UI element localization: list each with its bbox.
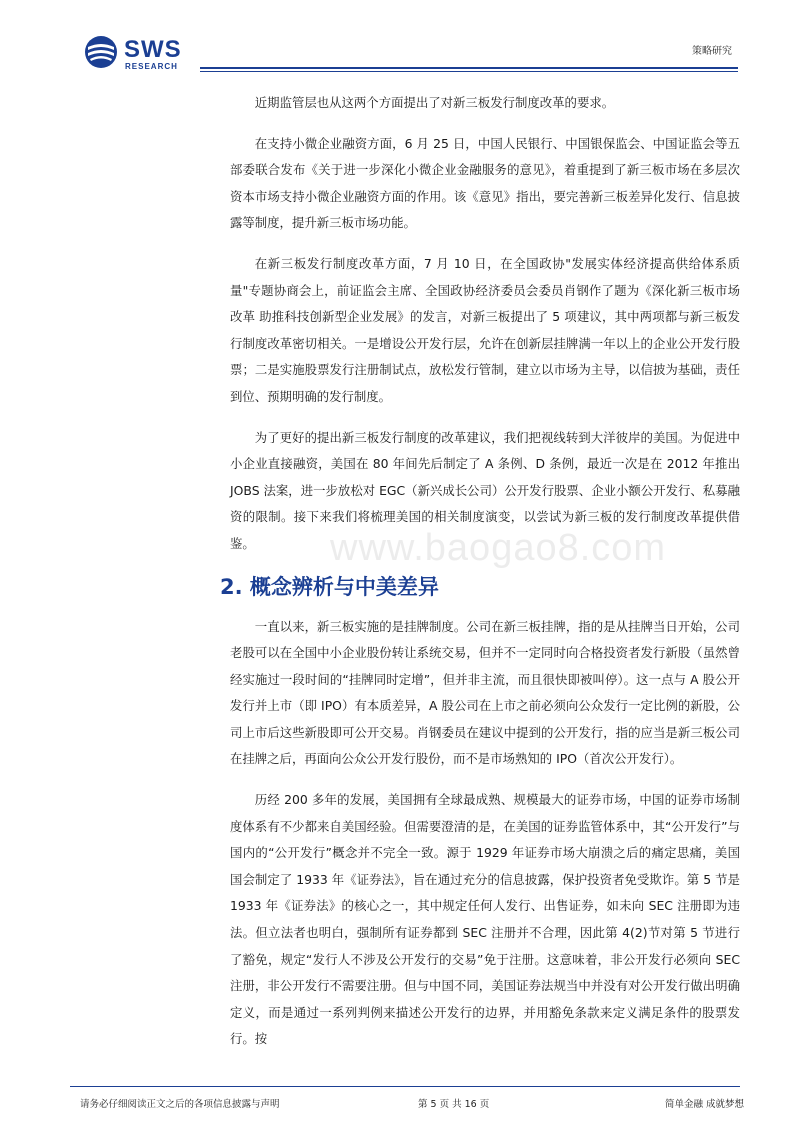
page-number: 第 5 页 共 16 页 <box>418 1099 490 1110</box>
paragraph-3: 在新三板发行制度改革方面，7 月 10 日，在全国政协"发展实体经济提高供给体系质量"专题协商会上，前证监会主席、全国政协经济委员会委员肖钢作了题为《深化新三板市场改革 助推科技创新型企业发展》的发言，对新三板提出了 5 项建议，其中两项都与新三板发行制度改革密切相关。一是增设公开发行层，允许在创新层挂牌满一年以上的企业公开发行股票；二是实施股票发行注册制试点，放松发行管制，建立以市场为主导，以信披为基础，责任到位、预期明确的发行制度。 <box>230 255 740 404</box>
page-header <box>0 0 800 80</box>
watermark: www.baogao8.com <box>330 527 667 569</box>
paragraph-6: 历经 200 多年的发展，美国拥有全球最成熟、规模最大的证券市场，中国的证券市场制度体系有不少都来自美国经验。但需要澄清的是，在美国的证券监管体系中，其“公开发行”与国内的“公开发行”概念并不完全一致。源于 1929 年证券市场大崩溃之后的痛定思痛，美国国会制定了 1933 年《证券法》，旨在通过充分的信息披露，保护投资者免受欺诈。第 5 节是 1933 年《证券法》的核心之一，其中规定任何人发行、出售证券，如未向 SEC 注册即为违法。但立法者也明白，强制所有证券都到 SEC 注册并不合理，因此第 4(2)节对第 5 节进行了豁免，规定“发行人不涉及公开发行的交易”免于注册。这意味着，非公开发行必须向 SEC 注册，非公开发行不需要注册。但与中国不同，美国证券法规当中并没有对公开发行做出明确定义，而是通过一系列判例来描述公开发行的边界，并用豁免条款来定义满足条件的股票发行。按 <box>230 792 740 1047</box>
footer-divider <box>70 1086 740 1087</box>
paragraph-4: 为了更好的提出新三板发行制度的改革建议，我们把视线转到大洋彼岸的美国。为促进中小企业直接融资，美国在 80 年间先后制定了 A 条例、D 条例，最近一次是在 2012 年推出 JOBS 法案，进一步放松对 EGC（新兴成长公司）公开发行股票、企业小额公开发行、私募融资的限制。接下来我们将梳理美国的相关制度演变，以尝试为新三板的发行制度改革提供借鉴。 <box>230 429 740 551</box>
header-divider <box>200 67 738 69</box>
footer-slogan: 简单金融 成就梦想 <box>665 1099 745 1110</box>
header-divider-thin <box>200 71 738 72</box>
logo-subtext: RESEARCH <box>125 62 178 71</box>
section-heading: 2. 概念辨析与中美差异 <box>220 574 439 599</box>
sws-logo-icon <box>84 35 118 69</box>
main-content <box>220 90 740 1067</box>
paragraph-5: 一直以来，新三板实施的是挂牌制度。公司在新三板挂牌，指的是从挂牌当日开始，公司老股可以在全国中小企业股份转让系统交易，但并不一定同时向合格投资者发行新股（虽然曾经实施过一段时间的“挂牌同时定增”，但并非主流，而且很快即被叫停）。这一点与 A 股公开发行并上市（即 IPO）有本质差异，A 股公司在上市之前必须向公众发行一定比例的新股，公司上市后这些新股即可公开交易。肖钢委员在建议中提到的公开发行，指的应当是新三板公司在挂牌之后，再面向公众公开发行股份，而不是市场熟知的 IPO（首次公开发行）。 <box>230 618 740 767</box>
report-category: 策略研究 <box>692 46 732 57</box>
paragraph-2: 在支持小微企业融资方面，6 月 25 日，中国人民银行、中国银保监会、中国证监会等五部委联合发布《关于进一步深化小微企业金融服务的意见》，着重提到了新三板市场在多层次资本市场支持小微企业融资方面的作用。该《意见》指出，要完善新三板差异化发行、信息披露等制度，提升新三板市场功能。 <box>230 135 740 231</box>
footer-disclaimer: 请务必仔细阅读正文之后的各项信息披露与声明 <box>80 1099 280 1110</box>
logo-text: SWS <box>124 36 182 63</box>
paragraph-1: 近期监管层也从这两个方面提出了对新三板发行制度改革的要求。 <box>254 95 615 110</box>
